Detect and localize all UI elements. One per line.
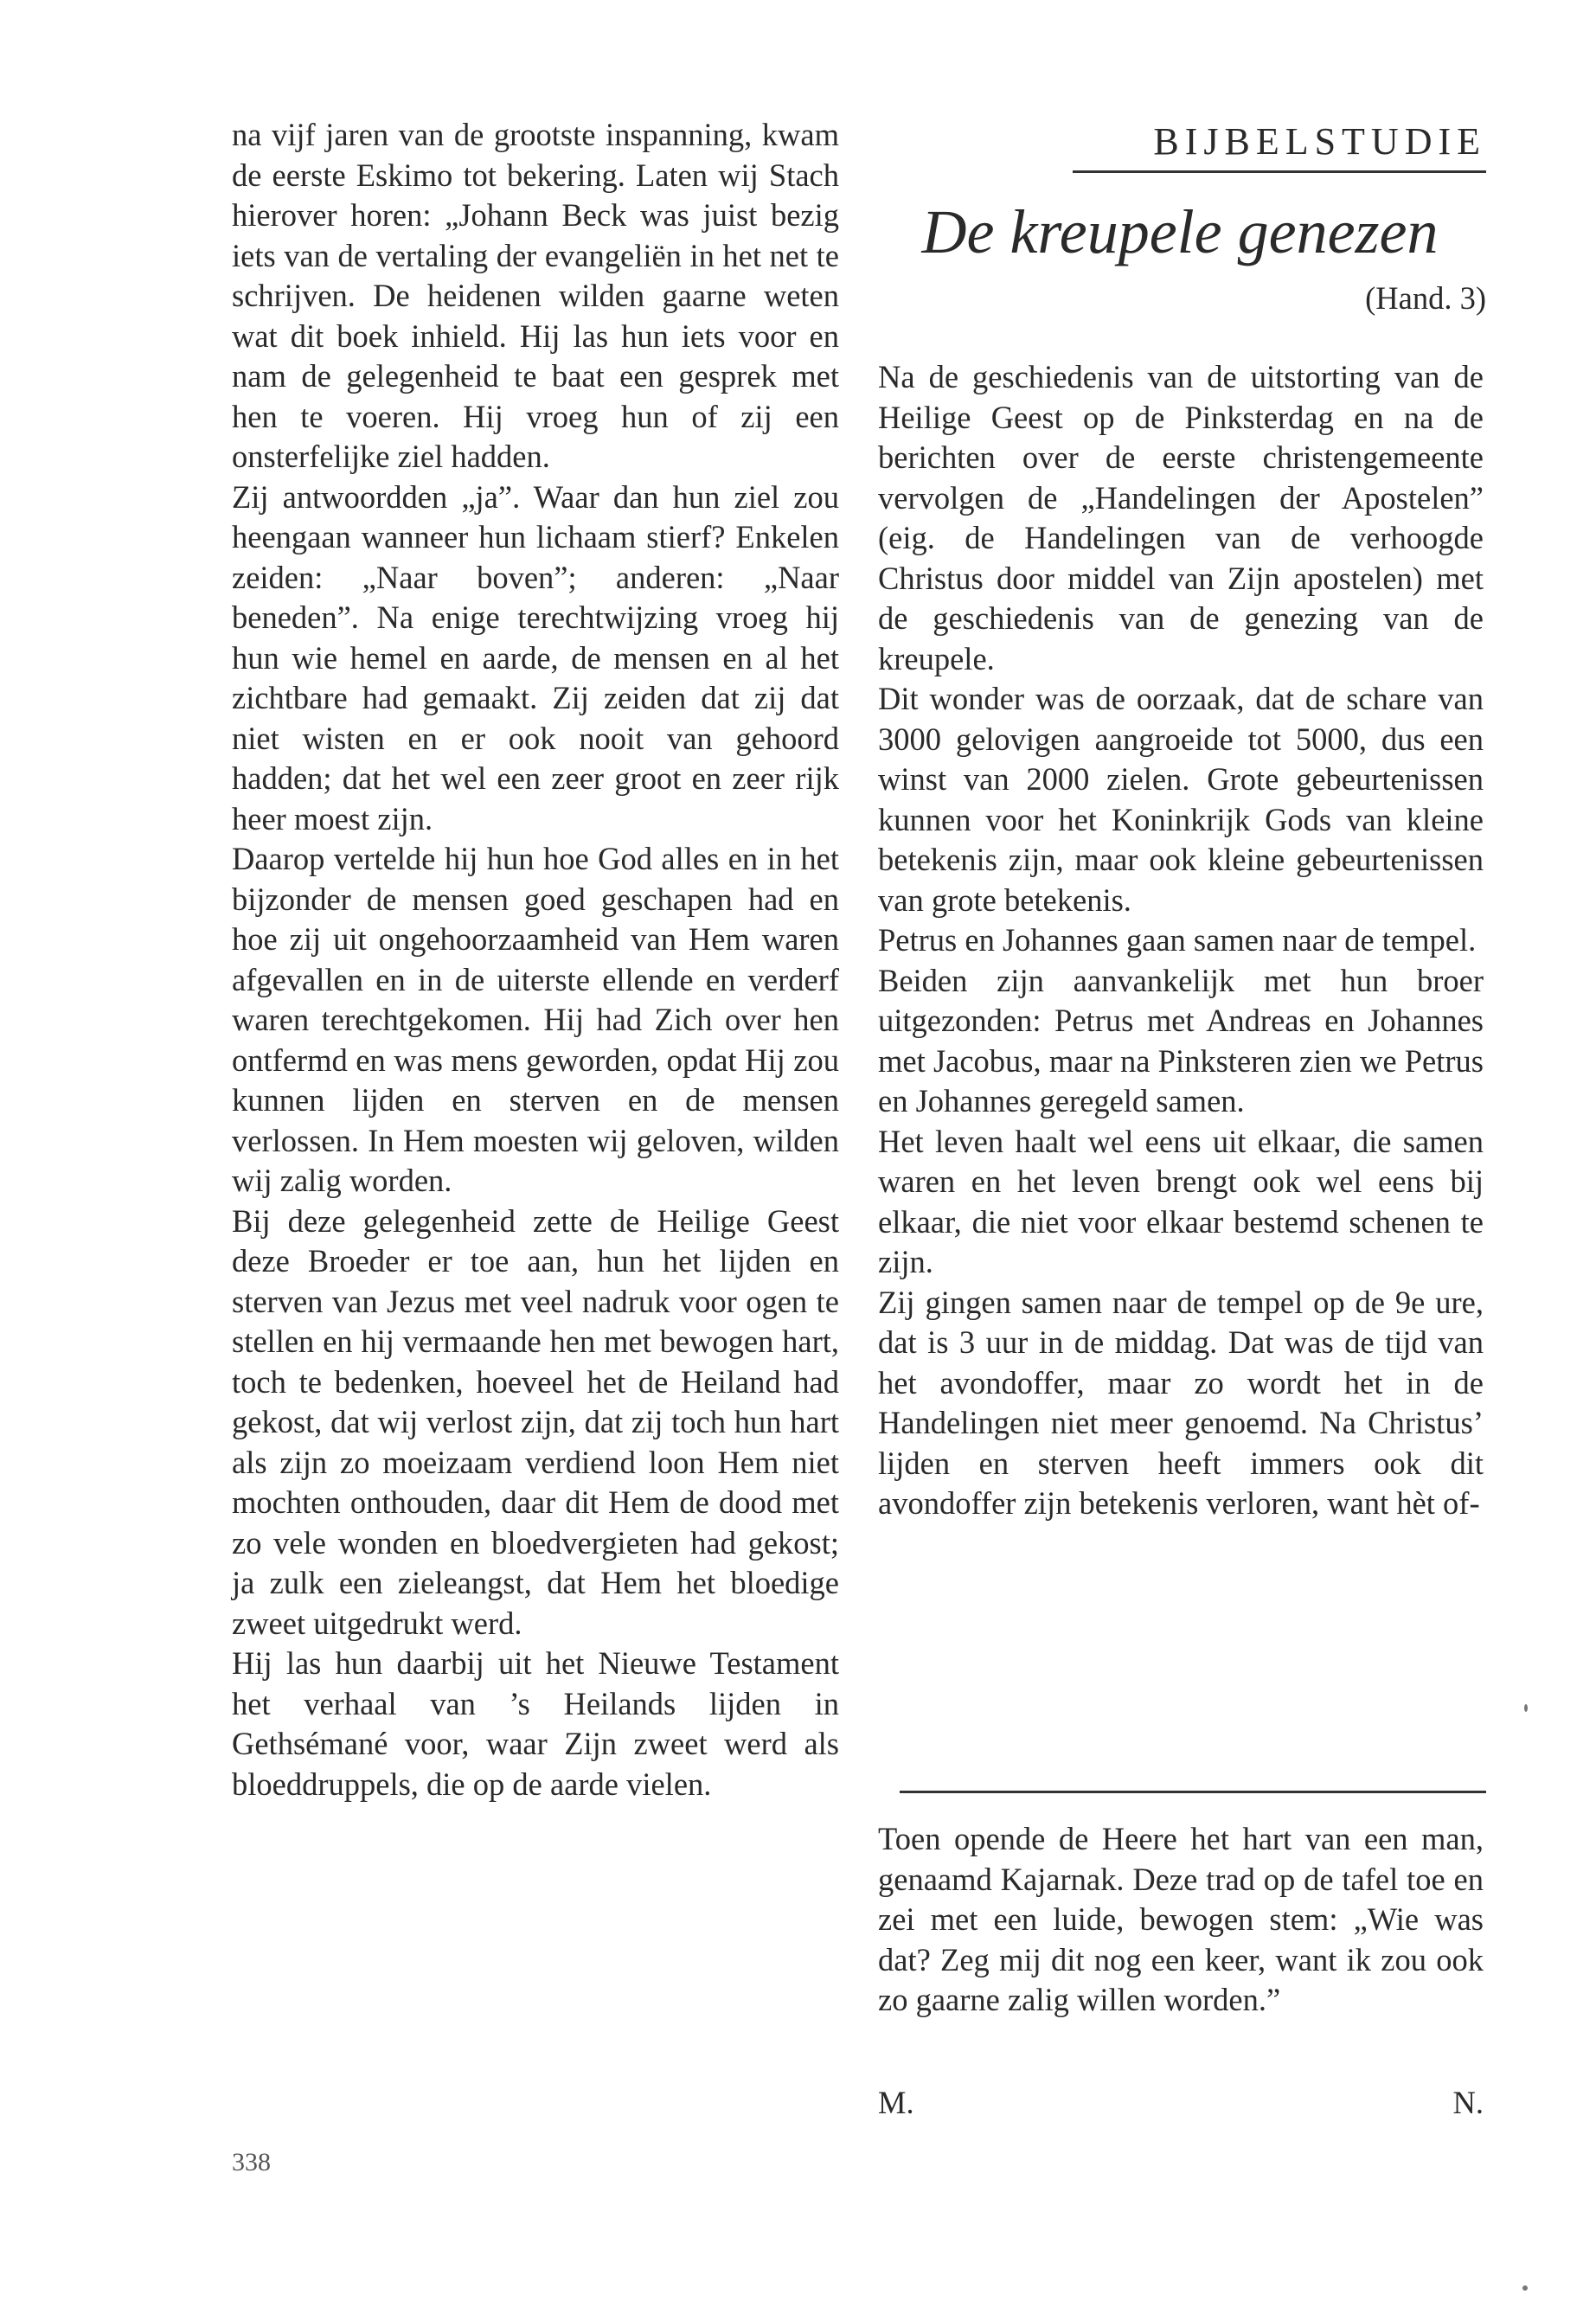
continuation-paragraph: Toen opende de Heere het hart van een man, genaamd Kajarnak. Deze trad op de tafel toe en zei met een luide, bewogen stem: „Wie was dat? Zeg mij dit nog een keer, want ik zou ook zo gaarne zalig willen worden.”	[878, 1821, 1484, 2017]
scan-speck	[1522, 2285, 1528, 2291]
signature-initial-left: M.	[878, 2085, 914, 2120]
paragraph: Hij las hun daarbij uit het Nieuwe Testament het verhaal van ’s Heilands lijden in Gethsémané voor, waar Zijn zweet werd als bloeddruppels, die op de aarde vielen.	[232, 1645, 839, 1802]
paragraph: Na de geschiedenis van de uitstorting van de Heilige Geest op de Pinksterdag en na de berichten over de eerste christengemeente vervolgen de „Handelingen der Apostelen” (eig. de Handelingen van de verhoogde Christus door middel van Zijn apostelen) met de geschiedenis van de genezing van de kreupele.	[878, 359, 1484, 676]
article-title: De kreupele genezen	[921, 197, 1439, 266]
section-label: BIJBELSTUDIE	[1153, 120, 1486, 163]
page-number: 338	[232, 2148, 271, 2176]
right-column	[878, 357, 1484, 1524]
paragraph: Petrus en Johannes gaan samen naar de tempel.	[878, 922, 1477, 958]
paragraph: Daarop vertelde hij hun hoe God alles en in het bijzonder de mensen goed geschapen had en hoe zij uit ongehoorzaamheid van Hem waren afgevallen en in de uiterste ellende en verderf waren terechtgekomen. Hij had Zich over hen ontfermd en was mens geworden, opdat Hij zou kunnen lijden en sterven en de mensen verlossen. In Hem moesten wij geloven, wilden wij zalig worden.	[232, 841, 839, 1198]
section-divider	[900, 1791, 1486, 1793]
scripture-reference: (Hand. 3)	[1365, 280, 1486, 316]
signature-initial-right: N.	[1452, 2085, 1484, 2120]
scan-speck	[1524, 1704, 1528, 1712]
paragraph: Zij antwoordden „ja”. Waar dan hun ziel zou heengaan wanneer hun lichaam stierf? Enkelen zeiden: „Naar boven”; anderen: „Naar beneden”. Na enige terechtwijzing vroeg hij hun wie hemel en aarde, de mensen en al het zichtbare had gemaakt. Zij zeiden dat zij dat niet wisten en er ook nooit van gehoord hadden; dat het wel een zeer groot en zeer rijk heer moest zijn.	[232, 478, 839, 836]
paragraph: Dit wonder was de oorzaak, dat de schare van 3000 gelovigen aangroeide tot 5000, dus een winst van 2000 zielen. Grote gebeurtenissen kunnen voor het Koninkrijk Gods van kleine betekenis zijn, maar ook kleine gebeurtenissen van grote betekenis.	[878, 681, 1484, 918]
paragraph: Bij deze gelegenheid zette de Heilige Geest deze Broeder er toe aan, hun het lijden en sterven van Jezus met veel nadruk voor ogen te stellen en hij vermaande hen met bewogen hart, toch te bedenken, hoeveel het de Heiland had gekost, dat wij verlost zijn, dat zij toch hun hart als zijn zo moeizaam verdiend loon Hem niet mochten onthouden, daar dit Hem de dood met zo vele wonden en bloedvergieten had gekost; ja zulk een zieleangst, dat Hem het bloedige zweet uitgedrukt werd.	[232, 1202, 839, 1641]
paragraph: Het leven haalt wel eens uit elkaar, die samen waren en het leven brengt ook wel eens bij elkaar, die niet voor elkaar bestemd schenen te zijn.	[878, 1123, 1484, 1279]
header-rule	[1073, 170, 1486, 173]
paragraph: na vijf jaren van de grootste inspanning, kwam de eerste Eskimo tot bekering. Laten wij Stach hierover horen: „Johann Beck was juist bezig iets van de vertaling der evangeliën in het net te schrijven. De heidenen wilden gaarne weten wat dit boek inhield. Hij las hun iets voor en nam de gelegenheid te baat een gesprek met hen te voeren. Hij vroeg hun of zij een onsterfelijke ziel hadden.	[232, 117, 839, 474]
paragraph: Beiden zijn aanvankelijk met hun broer uitgezonden: Petrus met Andreas en Johannes met Jacobus, maar na Pinksteren zien we Petrus en Johannes geregeld samen.	[878, 962, 1484, 1118]
paragraph: Zij gingen samen naar de tempel op de 9e ure, dat is 3 uur in de middag. Dat was de tijd van het avondoffer, maar zo wordt het in de Handelingen niet meer genoemd. Na Christus’ lijden en sterven heeft immers ook dit avondoffer zijn betekenis verloren, want hèt of-	[878, 1284, 1484, 1521]
left-column	[232, 115, 839, 1804]
